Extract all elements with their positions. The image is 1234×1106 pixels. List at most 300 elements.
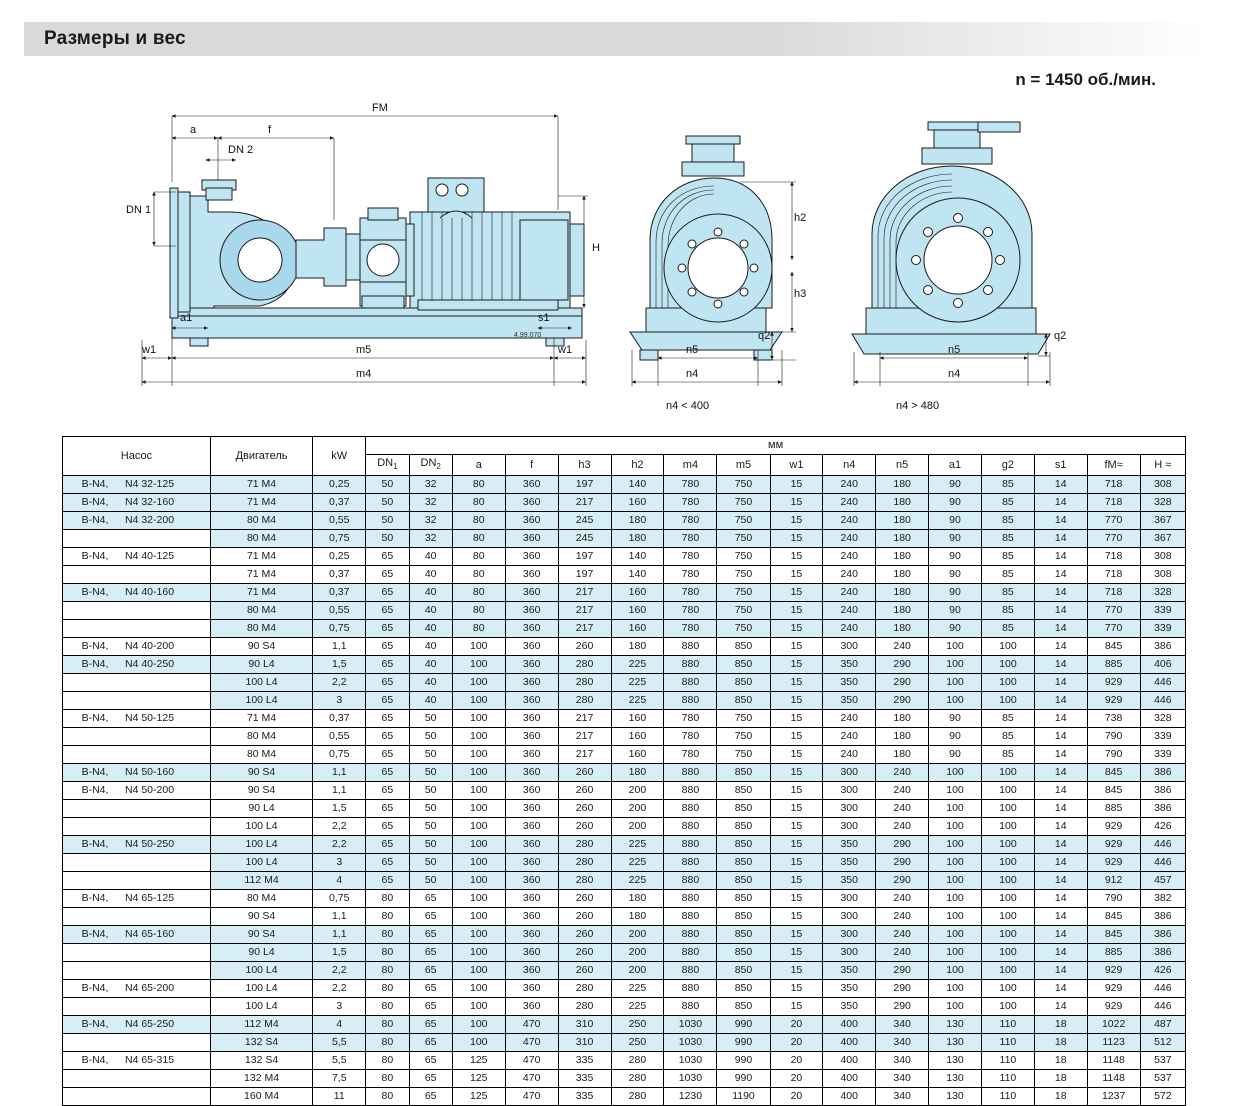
cell-m4: 780 [664, 584, 717, 602]
cell-n4: 240 [823, 530, 876, 548]
cell-h3: 260 [558, 962, 611, 980]
cell-h: 446 [1140, 998, 1185, 1016]
cell-w1: 15 [770, 710, 823, 728]
cell-fm: 1148 [1087, 1052, 1140, 1070]
cell-m4: 880 [664, 854, 717, 872]
cell-n5: 340 [876, 1088, 929, 1106]
cell-h: 386 [1140, 638, 1185, 656]
cell-a1: 100 [929, 656, 982, 674]
cell-n4: 300 [823, 764, 876, 782]
cell-fm: 929 [1087, 818, 1140, 836]
cell-h2: 225 [611, 674, 664, 692]
dim-label-f: f [268, 124, 272, 136]
cell-dn1: 80 [366, 890, 409, 908]
pump-series: B-N4, [81, 982, 109, 995]
cell-m5: 850 [717, 656, 770, 674]
cell-m5: 850 [717, 908, 770, 926]
cell-a1: 130 [929, 1088, 982, 1106]
cell-pump [63, 944, 211, 962]
cell-dn2: 40 [409, 620, 452, 638]
cell-motor: 80 M4 [210, 530, 312, 548]
cell-h: 339 [1140, 602, 1185, 620]
cell-m4: 780 [664, 710, 717, 728]
cell-m4: 880 [664, 944, 717, 962]
cell-m4: 780 [664, 620, 717, 638]
cell-dn2: 65 [409, 890, 452, 908]
cell-g2: 100 [981, 674, 1034, 692]
cell-kw: 3 [313, 692, 366, 710]
cell-dn2: 40 [409, 674, 452, 692]
cell-s1: 14 [1034, 530, 1087, 548]
dim-label-m5: m5 [356, 344, 372, 356]
cell-m4: 780 [664, 728, 717, 746]
cell-pump [63, 818, 211, 836]
cell-h3: 217 [558, 602, 611, 620]
cell-a1: 130 [929, 1052, 982, 1070]
dim-label-a: a [190, 124, 197, 136]
cell-n4: 300 [823, 782, 876, 800]
page-title: Размеры и вес [44, 28, 186, 49]
cell-f: 470 [505, 1052, 558, 1070]
cell-dn2: 65 [409, 1088, 452, 1106]
cell-n4: 350 [823, 674, 876, 692]
cell-f: 360 [505, 890, 558, 908]
cell-h2: 180 [611, 908, 664, 926]
cell-dn2: 32 [409, 530, 452, 548]
cell-pump [63, 674, 211, 692]
cell-fm: 718 [1087, 566, 1140, 584]
cell-a: 100 [452, 656, 505, 674]
cell-dn1: 65 [366, 818, 409, 836]
cell-m5: 850 [717, 998, 770, 1016]
cell-s1: 14 [1034, 692, 1087, 710]
table-row [63, 638, 1186, 656]
cell-kw: 0,75 [313, 620, 366, 638]
cell-m4: 880 [664, 926, 717, 944]
cell-dn2: 65 [409, 1052, 452, 1070]
cell-w1: 15 [770, 926, 823, 944]
table-row [63, 944, 1186, 962]
cell-m5: 850 [717, 800, 770, 818]
cell-pump [63, 1034, 211, 1052]
cell-s1: 14 [1034, 854, 1087, 872]
cell-n5: 180 [876, 548, 929, 566]
pump-model: N4 50-250 [125, 838, 175, 851]
table-row [63, 962, 1186, 980]
cell-m4: 1030 [664, 1070, 717, 1088]
cell-g2: 85 [981, 710, 1034, 728]
cell-a: 100 [452, 710, 505, 728]
cell-kw: 0,37 [313, 584, 366, 602]
cell-h3: 217 [558, 746, 611, 764]
dim-label-w1-left: w1 [142, 344, 157, 356]
table-row [63, 494, 1186, 512]
cell-w1: 15 [770, 890, 823, 908]
cell-a: 80 [452, 584, 505, 602]
cell-m4: 880 [664, 836, 717, 854]
cell-a1: 90 [929, 584, 982, 602]
cell-dn1: 65 [366, 728, 409, 746]
cell-fm: 770 [1087, 530, 1140, 548]
cell-a1: 100 [929, 926, 982, 944]
cell-n5: 290 [876, 998, 929, 1016]
cell-h2: 160 [611, 602, 664, 620]
table-row [63, 674, 1186, 692]
cell-g2: 100 [981, 638, 1034, 656]
cell-dn2: 50 [409, 872, 452, 890]
cell-w1: 15 [770, 800, 823, 818]
cell-fm: 929 [1087, 854, 1140, 872]
cell-a: 100 [452, 836, 505, 854]
cell-w1: 15 [770, 764, 823, 782]
cell-w1: 15 [770, 656, 823, 674]
cell-w1: 15 [770, 548, 823, 566]
cell-n4: 240 [823, 494, 876, 512]
cell-m5: 850 [717, 818, 770, 836]
cell-w1: 15 [770, 836, 823, 854]
cell-h2: 160 [611, 584, 664, 602]
table-row [63, 656, 1186, 674]
cell-f: 360 [505, 656, 558, 674]
cell-n5: 240 [876, 944, 929, 962]
table-row [63, 764, 1186, 782]
cell-h2: 200 [611, 782, 664, 800]
table-row [63, 1070, 1186, 1088]
cell-m4: 880 [664, 692, 717, 710]
cell-fm: 718 [1087, 476, 1140, 494]
cell-dn1: 80 [366, 1052, 409, 1070]
cell-motor: 90 L4 [210, 944, 312, 962]
th-motor: Двигатель [210, 437, 312, 476]
cell-a: 100 [452, 926, 505, 944]
dim-label-h3: h3 [794, 288, 807, 300]
cell-pump [63, 602, 211, 620]
cell-h2: 225 [611, 980, 664, 998]
dimensions-table [62, 436, 1186, 1106]
th-m5: m5 [717, 455, 770, 476]
cell-f: 360 [505, 854, 558, 872]
cell-f: 360 [505, 620, 558, 638]
cell-m5: 750 [717, 494, 770, 512]
cell-n5: 180 [876, 494, 929, 512]
cell-pump [63, 800, 211, 818]
cell-pump [63, 728, 211, 746]
th-h: H ≈ [1140, 455, 1185, 476]
cell-pump [63, 620, 211, 638]
cell-motor: 71 M4 [210, 566, 312, 584]
pump-series: B-N4, [81, 550, 109, 563]
cell-g2: 110 [981, 1088, 1034, 1106]
cell-dn2: 65 [409, 980, 452, 998]
cell-kw: 0,25 [313, 548, 366, 566]
cell-fm: 770 [1087, 620, 1140, 638]
cell-h3: 217 [558, 728, 611, 746]
pump-model: N4 65-250 [125, 1018, 175, 1031]
cell-n4: 240 [823, 476, 876, 494]
cell-m5: 850 [717, 890, 770, 908]
speed-note [1015, 70, 1156, 90]
cell-w1: 15 [770, 476, 823, 494]
pump-model: N4 40-200 [125, 640, 175, 653]
cell-w1: 15 [770, 728, 823, 746]
cell-motor: 90 S4 [210, 908, 312, 926]
cell-motor: 100 L4 [210, 980, 312, 998]
cell-w1: 15 [770, 512, 823, 530]
cell-fm: 790 [1087, 746, 1140, 764]
cell-fm: 845 [1087, 638, 1140, 656]
cell-h: 339 [1140, 746, 1185, 764]
cell-g2: 100 [981, 944, 1034, 962]
cell-f: 360 [505, 548, 558, 566]
cell-dn1: 65 [366, 710, 409, 728]
cell-dn2: 65 [409, 962, 452, 980]
cell-dn2: 32 [409, 476, 452, 494]
cell-motor: 90 S4 [210, 638, 312, 656]
cell-f: 360 [505, 602, 558, 620]
cell-s1: 18 [1034, 1088, 1087, 1106]
cell-m5: 750 [717, 620, 770, 638]
cell-a1: 100 [929, 800, 982, 818]
cell-h3: 245 [558, 512, 611, 530]
cell-g2: 100 [981, 782, 1034, 800]
cell-dn2: 65 [409, 908, 452, 926]
cell-h3: 280 [558, 872, 611, 890]
cell-pump [63, 962, 211, 980]
cell-h2: 200 [611, 800, 664, 818]
pump-model: N4 65-315 [125, 1054, 175, 1067]
table-body [63, 476, 1186, 1106]
cell-kw: 1,1 [313, 764, 366, 782]
cell-dn1: 65 [366, 638, 409, 656]
table-row [63, 908, 1186, 926]
cell-m5: 850 [717, 764, 770, 782]
cell-w1: 15 [770, 944, 823, 962]
pump-model: N4 40-125 [125, 550, 175, 563]
cell-motor: 71 M4 [210, 548, 312, 566]
dim-label-q2-right: q2 [1054, 330, 1067, 342]
cell-dn1: 65 [366, 746, 409, 764]
cell-h2: 140 [611, 476, 664, 494]
cell-h3: 260 [558, 638, 611, 656]
cell-pump [63, 908, 211, 926]
cell-fm: 845 [1087, 782, 1140, 800]
cell-g2: 100 [981, 800, 1034, 818]
table-row [63, 620, 1186, 638]
dim-label-dn2: DN 2 [228, 144, 254, 156]
pump-model: N4 50-160 [125, 766, 175, 779]
cell-pump [63, 782, 211, 800]
cell-n5: 180 [876, 728, 929, 746]
cell-f: 360 [505, 494, 558, 512]
cell-h: 446 [1140, 854, 1185, 872]
cell-f: 360 [505, 728, 558, 746]
cell-n4: 240 [823, 512, 876, 530]
cell-h2: 200 [611, 818, 664, 836]
cell-h: 572 [1140, 1088, 1185, 1106]
cell-n4: 350 [823, 872, 876, 890]
cell-pump [63, 872, 211, 890]
cell-kw: 2,2 [313, 818, 366, 836]
cell-h2: 280 [611, 1088, 664, 1106]
cell-n4: 350 [823, 854, 876, 872]
cell-fm: 929 [1087, 836, 1140, 854]
cell-f: 360 [505, 530, 558, 548]
cell-a1: 90 [929, 476, 982, 494]
cell-dn2: 40 [409, 548, 452, 566]
cell-a: 100 [452, 980, 505, 998]
cell-a: 100 [452, 800, 505, 818]
pump-model: N4 40-250 [125, 658, 175, 671]
cell-n4: 400 [823, 1088, 876, 1106]
cell-h: 446 [1140, 836, 1185, 854]
cell-w1: 20 [770, 1034, 823, 1052]
dim-label-n5-right: n5 [948, 344, 961, 356]
cell-a: 125 [452, 1070, 505, 1088]
cell-pump [63, 476, 211, 494]
cell-dn1: 80 [366, 1016, 409, 1034]
pump-model: N4 32-160 [125, 496, 175, 509]
table-row [63, 926, 1186, 944]
cell-kw: 7,5 [313, 1070, 366, 1088]
cell-a1: 130 [929, 1034, 982, 1052]
cell-h2: 160 [611, 710, 664, 728]
cell-a1: 90 [929, 512, 982, 530]
cell-dn1: 80 [366, 998, 409, 1016]
cell-h2: 225 [611, 872, 664, 890]
cell-h2: 140 [611, 566, 664, 584]
cell-pump [63, 890, 211, 908]
cell-h: 386 [1140, 944, 1185, 962]
cell-s1: 14 [1034, 638, 1087, 656]
cell-h: 446 [1140, 980, 1185, 998]
cell-h2: 200 [611, 926, 664, 944]
cell-h: 308 [1140, 476, 1185, 494]
cell-h3: 335 [558, 1052, 611, 1070]
cell-motor: 71 M4 [210, 710, 312, 728]
cell-m4: 880 [664, 656, 717, 674]
dim-label-n5-mid: n5 [686, 344, 699, 356]
cell-dn1: 80 [366, 1070, 409, 1088]
cell-m4: 1030 [664, 1052, 717, 1070]
cell-m5: 850 [717, 872, 770, 890]
cell-motor: 80 M4 [210, 620, 312, 638]
dim-label-n4-mid: n4 [686, 368, 699, 380]
cell-n4: 300 [823, 944, 876, 962]
table-row [63, 998, 1186, 1016]
cell-h: 328 [1140, 494, 1185, 512]
cell-dn1: 50 [366, 512, 409, 530]
cell-a: 100 [452, 638, 505, 656]
cell-a1: 90 [929, 566, 982, 584]
pump-model: N4 32-125 [125, 478, 175, 491]
cell-m4: 880 [664, 800, 717, 818]
pump-model: N4 65-200 [125, 982, 175, 995]
cell-h3: 217 [558, 584, 611, 602]
cell-dn2: 65 [409, 1034, 452, 1052]
cell-a1: 100 [929, 818, 982, 836]
cell-m5: 850 [717, 980, 770, 998]
cell-h3: 260 [558, 800, 611, 818]
cell-w1: 15 [770, 998, 823, 1016]
cell-m5: 850 [717, 926, 770, 944]
cell-kw: 0,75 [313, 530, 366, 548]
cell-m4: 1230 [664, 1088, 717, 1106]
table-row [63, 800, 1186, 818]
cell-w1: 15 [770, 674, 823, 692]
cell-h3: 217 [558, 620, 611, 638]
cell-n4: 300 [823, 908, 876, 926]
cell-m4: 880 [664, 872, 717, 890]
cell-fm: 790 [1087, 890, 1140, 908]
cell-w1: 15 [770, 692, 823, 710]
cell-fm: 929 [1087, 962, 1140, 980]
cell-fm: 790 [1087, 728, 1140, 746]
cell-w1: 15 [770, 746, 823, 764]
cell-h3: 335 [558, 1070, 611, 1088]
table-row [63, 548, 1186, 566]
cell-motor: 132 S4 [210, 1052, 312, 1070]
th-g2: g2 [981, 455, 1034, 476]
cell-w1: 20 [770, 1070, 823, 1088]
cell-f: 360 [505, 782, 558, 800]
cell-g2: 85 [981, 620, 1034, 638]
cell-h3: 280 [558, 674, 611, 692]
cell-m4: 780 [664, 494, 717, 512]
cell-f: 360 [505, 566, 558, 584]
speed-unit: об./мин. [1087, 70, 1156, 89]
cell-m5: 990 [717, 1052, 770, 1070]
table-head-row-1 [63, 437, 1186, 455]
speed-value: n = 1450 [1015, 70, 1083, 89]
cell-a: 100 [452, 818, 505, 836]
cell-a1: 90 [929, 494, 982, 512]
cell-h2: 200 [611, 962, 664, 980]
pump-model: N4 65-125 [125, 892, 175, 905]
cell-fm: 885 [1087, 944, 1140, 962]
cell-motor: 80 M4 [210, 512, 312, 530]
th-mm: мм [366, 437, 1186, 455]
cell-h2: 160 [611, 620, 664, 638]
cell-kw: 0,55 [313, 728, 366, 746]
cell-g2: 100 [981, 890, 1034, 908]
cell-motor: 100 L4 [210, 818, 312, 836]
cell-s1: 14 [1034, 890, 1087, 908]
pump-series: B-N4, [81, 478, 109, 491]
cell-n5: 240 [876, 818, 929, 836]
cell-dn1: 65 [366, 548, 409, 566]
cell-a1: 100 [929, 962, 982, 980]
cell-f: 470 [505, 1016, 558, 1034]
cell-n5: 180 [876, 566, 929, 584]
cell-dn1: 80 [366, 908, 409, 926]
cell-pump [63, 710, 211, 728]
cell-n5: 290 [876, 854, 929, 872]
drawing-code: 4.99.070 [514, 332, 542, 339]
cell-h: 308 [1140, 566, 1185, 584]
cell-n4: 240 [823, 566, 876, 584]
cell-motor: 90 S4 [210, 764, 312, 782]
cell-h: 367 [1140, 512, 1185, 530]
cell-dn1: 80 [366, 944, 409, 962]
cell-g2: 100 [981, 980, 1034, 998]
table-row [63, 746, 1186, 764]
cell-g2: 85 [981, 728, 1034, 746]
cell-m4: 880 [664, 908, 717, 926]
cell-fm: 1237 [1087, 1088, 1140, 1106]
table-row [63, 1088, 1186, 1106]
cell-a: 80 [452, 476, 505, 494]
cell-m4: 780 [664, 476, 717, 494]
